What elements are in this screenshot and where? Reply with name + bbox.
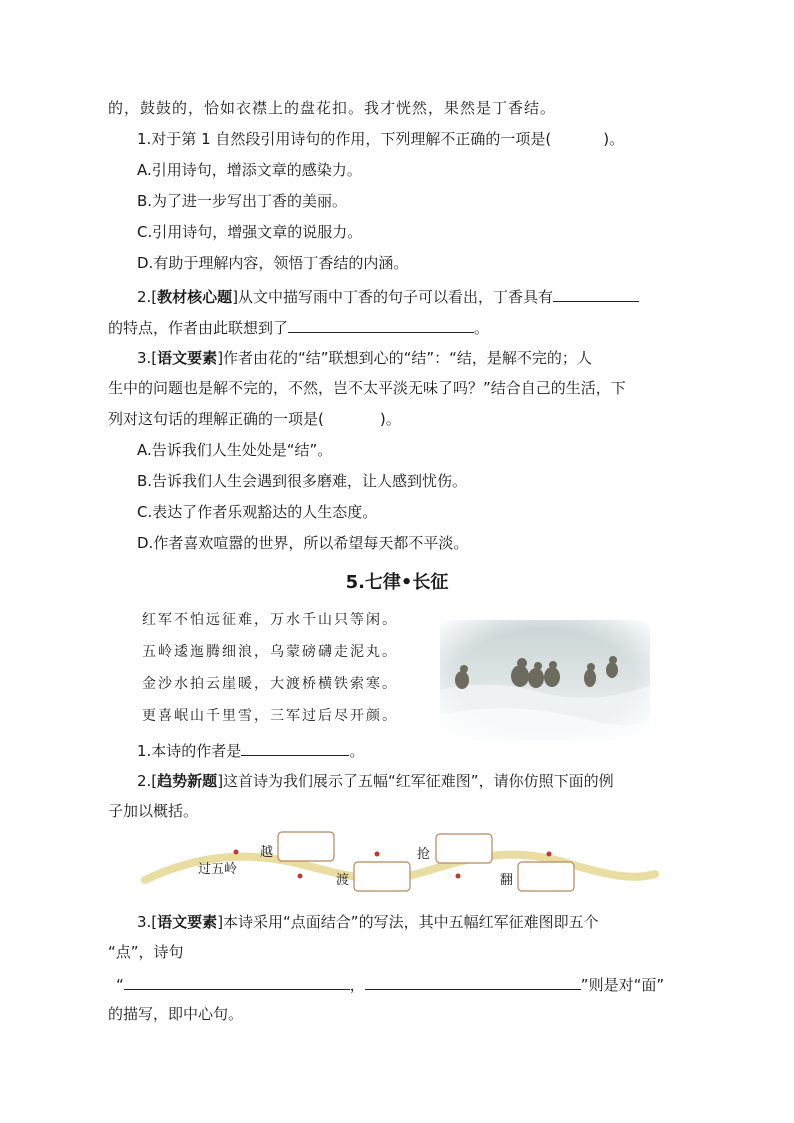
q3-option-c: C.表达了作者乐观豁达的人生态度。: [137, 503, 378, 521]
p1-author-blank[interactable]: [241, 738, 349, 756]
p2-l1: ]这首诗为我们展示了五幅“红军征难图”，请你仿照下面的例: [217, 772, 614, 790]
p3-comma: ，: [349, 976, 365, 994]
map-label-fan: 翻: [500, 873, 514, 888]
p3-l1: ]本诗采用“点面结合”的写法，其中五幅红军征难图即五个: [217, 913, 599, 931]
map-label-example: 过五岭: [198, 862, 238, 877]
map-label-du: 渡: [336, 873, 350, 888]
q2-line2-end: 。: [474, 319, 490, 337]
map-label-qiang: 抢: [417, 847, 431, 862]
intro-line: 的，鼓鼓的，恰如衣襟上的盘花扣。我才恍然，果然是丁香结。: [108, 99, 557, 117]
q3-line1: [137, 347, 592, 369]
poem-line-3: 金沙水拍云崖暖，大渡桥横铁索寒。: [142, 676, 398, 692]
p2-line2: 子加以概括。: [108, 802, 199, 820]
q2-mid: ]从文中描写雨中丁香的句子可以看出，丁香具有: [232, 288, 554, 306]
q3-line3: [108, 408, 401, 430]
q3-close: )。: [379, 410, 401, 428]
p1-end: 。: [349, 742, 365, 760]
q3-line2: 生中的问题也是解不完的，不然，岂不太平淡无味了吗？”结合自己的生活，下: [108, 379, 626, 397]
section-title: 5.七律•长征: [345, 572, 449, 593]
p2-line1: [137, 770, 614, 792]
p3-num: 3.[: [137, 913, 158, 931]
p1-text: 1.本诗的作者是: [137, 742, 242, 760]
p3-line1: [137, 911, 599, 933]
q2-line2: [108, 315, 489, 339]
p3-line3: [116, 972, 664, 996]
q2-blank-1[interactable]: [553, 284, 639, 302]
q1-option-d: D.有助于理解内容，领悟丁香结的内涵。: [137, 254, 409, 272]
p3-blank-1[interactable]: [124, 972, 350, 990]
q2-num: 2.[: [137, 288, 158, 306]
answer-box-qiang[interactable]: [436, 834, 492, 863]
poem-line-1: 红军不怕远征难，万水千山只等闲。: [142, 612, 398, 628]
p3-line2: “点”，诗句: [108, 943, 184, 961]
q3-l3: 列对这句话的理解正确的一项是(: [108, 410, 324, 428]
answer-box-du[interactable]: [354, 862, 410, 891]
q3-num: 3.[: [137, 349, 158, 367]
q3-l1: ]作者由花的“结”联想到心的“结”：“结，是解不完的；人: [217, 349, 592, 367]
q2-tag: 教材核心题: [157, 288, 233, 306]
map-label-yue: 越: [260, 845, 274, 860]
p3-tail: ”则是对“面”: [580, 976, 665, 994]
q1-option-b: B.为了进一步写出丁香的美丽。: [137, 192, 348, 210]
route-dot-5: [547, 852, 552, 857]
p2-num: 2.[: [137, 772, 158, 790]
q3-option-a: A.告诉我们人生处处是“结”。: [137, 441, 333, 459]
q1-stem: [137, 128, 624, 150]
q2-blank-2[interactable]: [288, 315, 474, 333]
p3-blank-2[interactable]: [365, 972, 581, 990]
p3-tag: 语文要素: [157, 913, 218, 931]
p1-line: [137, 738, 364, 762]
p3-open-quote: “: [116, 976, 124, 994]
march-route-diagram: [140, 828, 660, 908]
q1-stem-text: 1.对于第 1 自然段引用诗句的作用，下列理解不正确的一项是(: [137, 130, 552, 148]
p3-line4: 的描写，即中心句。: [108, 1005, 244, 1023]
q1-option-c: C.引用诗句，增强文章的说服力。: [137, 223, 363, 241]
answer-box-fan[interactable]: [518, 862, 574, 891]
p2-tag: 趋势新题: [157, 772, 218, 790]
poem-line-4: 更喜岷山千里雪，三军过后尽开颜。: [142, 708, 398, 724]
q3-tag: 语文要素: [157, 349, 218, 367]
long-march-illustration: [440, 620, 650, 740]
route-dot-2: [298, 874, 303, 879]
route-dot-1: [234, 850, 239, 855]
q3-option-b: B.告诉我们人生会遇到很多磨难，让人感到忧伤。: [137, 472, 468, 490]
route-dot-3: [375, 852, 380, 857]
q2-stem: [137, 284, 639, 308]
poem-line-2: 五岭逶迤腾细浪，乌蒙磅礴走泥丸。: [142, 644, 398, 660]
q1-close: )。: [603, 130, 625, 148]
q2-line2-text: 的特点，作者由此联想到了: [108, 319, 289, 337]
q3-option-d: D.作者喜欢喧嚣的世界，所以希望每天都不平淡。: [137, 534, 469, 552]
route-dot-4: [456, 874, 461, 879]
answer-box-yue[interactable]: [278, 832, 334, 861]
q1-option-a: A.引用诗句，增添文章的感染力。: [137, 161, 362, 179]
